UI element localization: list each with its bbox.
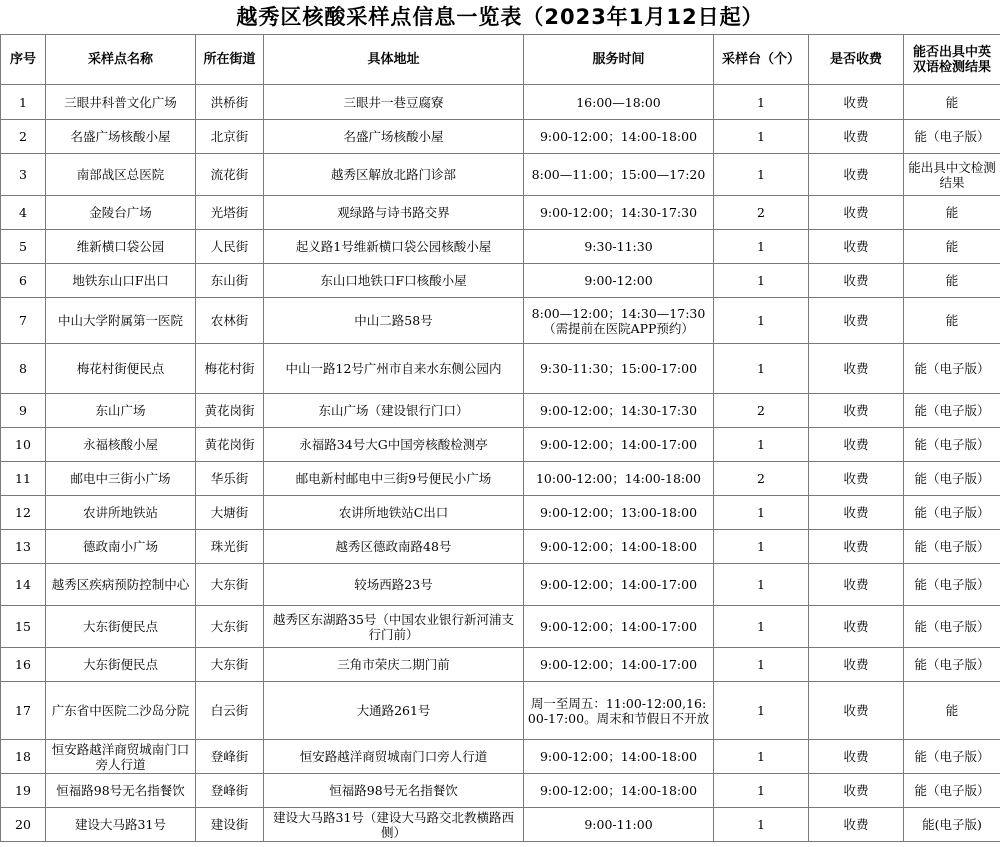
row-number: 6 bbox=[1, 264, 46, 298]
service-hours: 9:00-12:00；14:00-17:00 bbox=[524, 606, 714, 648]
bilingual-result: 能（电子版） bbox=[904, 774, 1000, 808]
service-hours: 9:00-12:00；14:00-17:00 bbox=[524, 564, 714, 606]
row-number: 17 bbox=[1, 682, 46, 740]
site-name: 东山广场 bbox=[46, 394, 196, 428]
station-count: 1 bbox=[714, 606, 809, 648]
station-count: 1 bbox=[714, 154, 809, 196]
bilingual-result: 能（电子版） bbox=[904, 344, 1000, 394]
bilingual-result: 能（电子版） bbox=[904, 648, 1000, 682]
table-row bbox=[1, 298, 1000, 344]
site-address: 恒安路越洋商贸城南门口旁人行道 bbox=[264, 740, 524, 774]
site-address: 越秀区德政南路48号 bbox=[264, 530, 524, 564]
table-header-row bbox=[1, 35, 1000, 85]
station-count: 1 bbox=[714, 740, 809, 774]
site-address: 名盛广场核酸小屋 bbox=[264, 120, 524, 154]
bilingual-result: 能出具中文检测结果 bbox=[904, 154, 1000, 196]
service-hours: 9:00-12:00；14:00-18:00 bbox=[524, 120, 714, 154]
street-name: 黄花岗街 bbox=[196, 428, 264, 462]
bilingual-result: 能 bbox=[904, 682, 1000, 740]
service-hours: 8:00—11:00；15:00—17:20 bbox=[524, 154, 714, 196]
table-row bbox=[1, 564, 1000, 606]
table-body bbox=[1, 85, 1000, 842]
header-stations: 采样台（个） bbox=[714, 35, 809, 85]
header-name: 采样点名称 bbox=[46, 35, 196, 85]
table-row bbox=[1, 230, 1000, 264]
bilingual-result: 能（电子版） bbox=[904, 462, 1000, 496]
row-number: 14 bbox=[1, 564, 46, 606]
street-name: 黄花岗街 bbox=[196, 394, 264, 428]
header-address: 具体地址 bbox=[264, 35, 524, 85]
site-name: 越秀区疾病预防控制中心 bbox=[46, 564, 196, 606]
service-hours: 9:00-12:00；14:00-18:00 bbox=[524, 530, 714, 564]
fee-status: 收费 bbox=[809, 682, 904, 740]
station-count: 1 bbox=[714, 496, 809, 530]
row-number: 18 bbox=[1, 740, 46, 774]
site-name: 德政南小广场 bbox=[46, 530, 196, 564]
service-hours: 10:00-12:00；14:00-18:00 bbox=[524, 462, 714, 496]
fee-status: 收费 bbox=[809, 774, 904, 808]
street-name: 流花街 bbox=[196, 154, 264, 196]
site-name: 维新横口袋公园 bbox=[46, 230, 196, 264]
street-name: 白云街 bbox=[196, 682, 264, 740]
table-row bbox=[1, 394, 1000, 428]
bilingual-result: 能（电子版） bbox=[904, 564, 1000, 606]
station-count: 1 bbox=[714, 530, 809, 564]
station-count: 2 bbox=[714, 394, 809, 428]
bilingual-result: 能（电子版） bbox=[904, 496, 1000, 530]
street-name: 光塔街 bbox=[196, 196, 264, 230]
table-row bbox=[1, 344, 1000, 394]
site-name: 农讲所地铁站 bbox=[46, 496, 196, 530]
station-count: 1 bbox=[714, 298, 809, 344]
table-row bbox=[1, 774, 1000, 808]
service-hours: 9:00-12:00；14:00-17:00 bbox=[524, 428, 714, 462]
header-street: 所在街道 bbox=[196, 35, 264, 85]
street-name: 梅花村街 bbox=[196, 344, 264, 394]
row-number: 16 bbox=[1, 648, 46, 682]
row-number: 11 bbox=[1, 462, 46, 496]
service-hours: 周一至周五：11:00-12:00,16:00-17:00。周末和节假日不开放 bbox=[524, 682, 714, 740]
site-address: 永福路34号大G中国旁核酸检测亭 bbox=[264, 428, 524, 462]
street-name: 大东街 bbox=[196, 564, 264, 606]
row-number: 5 bbox=[1, 230, 46, 264]
service-hours: 9:00-12:00；14:00-18:00 bbox=[524, 774, 714, 808]
site-address: 较场西路23号 bbox=[264, 564, 524, 606]
header-no: 序号 bbox=[1, 35, 46, 85]
table-row bbox=[1, 606, 1000, 648]
service-hours: 9:00-12:00；14:00-17:00 bbox=[524, 648, 714, 682]
table-row bbox=[1, 648, 1000, 682]
bilingual-result: 能 bbox=[904, 230, 1000, 264]
table-row bbox=[1, 530, 1000, 564]
row-number: 2 bbox=[1, 120, 46, 154]
site-address: 建设大马路31号（建设大马路交北教横路西侧） bbox=[264, 808, 524, 842]
station-count: 1 bbox=[714, 344, 809, 394]
row-number: 9 bbox=[1, 394, 46, 428]
site-name: 大东街便民点 bbox=[46, 606, 196, 648]
street-name: 人民街 bbox=[196, 230, 264, 264]
table-row bbox=[1, 740, 1000, 774]
service-hours: 9:00-12:00；13:00-18:00 bbox=[524, 496, 714, 530]
bilingual-result: 能(电子版) bbox=[904, 808, 1000, 842]
fee-status: 收费 bbox=[809, 428, 904, 462]
service-hours: 9:00-12:00；14:30-17:30 bbox=[524, 394, 714, 428]
site-name: 金陵台广场 bbox=[46, 196, 196, 230]
station-count: 1 bbox=[714, 120, 809, 154]
street-name: 大塘街 bbox=[196, 496, 264, 530]
service-hours: 16:00—18:00 bbox=[524, 85, 714, 120]
station-count: 1 bbox=[714, 648, 809, 682]
site-address: 观绿路与诗书路交界 bbox=[264, 196, 524, 230]
bilingual-result: 能（电子版） bbox=[904, 394, 1000, 428]
street-name: 珠光街 bbox=[196, 530, 264, 564]
bilingual-result: 能（电子版） bbox=[904, 120, 1000, 154]
service-hours: 9:30-11:30 bbox=[524, 230, 714, 264]
table-row bbox=[1, 85, 1000, 120]
site-name: 中山大学附属第一医院 bbox=[46, 298, 196, 344]
street-name: 大东街 bbox=[196, 648, 264, 682]
table-row bbox=[1, 808, 1000, 842]
fee-status: 收费 bbox=[809, 740, 904, 774]
fee-status: 收费 bbox=[809, 496, 904, 530]
row-number: 13 bbox=[1, 530, 46, 564]
site-name: 三眼井科普文化广场 bbox=[46, 85, 196, 120]
street-name: 华乐街 bbox=[196, 462, 264, 496]
fee-status: 收费 bbox=[809, 298, 904, 344]
row-number: 12 bbox=[1, 496, 46, 530]
bilingual-result: 能（电子版） bbox=[904, 606, 1000, 648]
row-number: 3 bbox=[1, 154, 46, 196]
station-count: 1 bbox=[714, 85, 809, 120]
station-count: 1 bbox=[714, 428, 809, 462]
bilingual-result: 能 bbox=[904, 298, 1000, 344]
site-address: 三眼井一巷豆腐寮 bbox=[264, 85, 524, 120]
street-name: 东山街 bbox=[196, 264, 264, 298]
table-row bbox=[1, 120, 1000, 154]
site-address: 起义路1号维新横口袋公园核酸小屋 bbox=[264, 230, 524, 264]
row-number: 19 bbox=[1, 774, 46, 808]
sampling-sites-table bbox=[0, 34, 1000, 842]
row-number: 15 bbox=[1, 606, 46, 648]
table-row bbox=[1, 462, 1000, 496]
street-name: 建设街 bbox=[196, 808, 264, 842]
header-fee: 是否收费 bbox=[809, 35, 904, 85]
site-address: 三角市荣庆二期门前 bbox=[264, 648, 524, 682]
fee-status: 收费 bbox=[809, 606, 904, 648]
fee-status: 收费 bbox=[809, 394, 904, 428]
station-count: 2 bbox=[714, 462, 809, 496]
bilingual-result: 能 bbox=[904, 85, 1000, 120]
street-name: 农林街 bbox=[196, 298, 264, 344]
table-row bbox=[1, 496, 1000, 530]
station-count: 1 bbox=[714, 682, 809, 740]
bilingual-result: 能 bbox=[904, 196, 1000, 230]
row-number: 1 bbox=[1, 85, 46, 120]
service-hours: 9:00-12:00 bbox=[524, 264, 714, 298]
site-address: 邮电新村邮电中三街9号便民小广场 bbox=[264, 462, 524, 496]
site-address: 东山广场（建设银行门口） bbox=[264, 394, 524, 428]
row-number: 10 bbox=[1, 428, 46, 462]
fee-status: 收费 bbox=[809, 808, 904, 842]
station-count: 1 bbox=[714, 564, 809, 606]
fee-status: 收费 bbox=[809, 154, 904, 196]
header-hours: 服务时间 bbox=[524, 35, 714, 85]
street-name: 洪桥街 bbox=[196, 85, 264, 120]
table-row bbox=[1, 196, 1000, 230]
site-name: 恒福路98号无名指餐饮 bbox=[46, 774, 196, 808]
site-name: 南部战区总医院 bbox=[46, 154, 196, 196]
site-name: 建设大马路31号 bbox=[46, 808, 196, 842]
station-count: 1 bbox=[714, 808, 809, 842]
site-name: 邮电中三街小广场 bbox=[46, 462, 196, 496]
fee-status: 收费 bbox=[809, 120, 904, 154]
bilingual-result: 能（电子版） bbox=[904, 740, 1000, 774]
service-hours: 9:00-12:00；14:30-17:30 bbox=[524, 196, 714, 230]
site-name: 大东街便民点 bbox=[46, 648, 196, 682]
fee-status: 收费 bbox=[809, 264, 904, 298]
station-count: 2 bbox=[714, 196, 809, 230]
table-row bbox=[1, 682, 1000, 740]
street-name: 登峰街 bbox=[196, 774, 264, 808]
bilingual-result: 能 bbox=[904, 264, 1000, 298]
fee-status: 收费 bbox=[809, 648, 904, 682]
service-hours: 9:30-11:30；15:00-17:00 bbox=[524, 344, 714, 394]
fee-status: 收费 bbox=[809, 564, 904, 606]
site-address: 中山一路12号广州市自来水东侧公园内 bbox=[264, 344, 524, 394]
site-address: 中山二路58号 bbox=[264, 298, 524, 344]
row-number: 20 bbox=[1, 808, 46, 842]
site-name: 名盛广场核酸小屋 bbox=[46, 120, 196, 154]
page-title: 越秀区核酸采样点信息一览表（2023年1月12日起） bbox=[236, 5, 764, 29]
site-name: 恒安路越洋商贸城南门口旁人行道 bbox=[46, 740, 196, 774]
row-number: 4 bbox=[1, 196, 46, 230]
site-address: 恒福路98号无名指餐饮 bbox=[264, 774, 524, 808]
service-hours: 9:00-12:00；14:00-18:00 bbox=[524, 740, 714, 774]
station-count: 1 bbox=[714, 774, 809, 808]
site-name: 广东省中医院二沙岛分院 bbox=[46, 682, 196, 740]
station-count: 1 bbox=[714, 264, 809, 298]
table-row bbox=[1, 428, 1000, 462]
site-address: 东山口地铁口F口核酸小屋 bbox=[264, 264, 524, 298]
table-row bbox=[1, 264, 1000, 298]
site-name: 梅花村街便民点 bbox=[46, 344, 196, 394]
fee-status: 收费 bbox=[809, 230, 904, 264]
bilingual-result: 能（电子版） bbox=[904, 428, 1000, 462]
bilingual-result: 能（电子版） bbox=[904, 530, 1000, 564]
header-bilingual: 能否出具中英双语检测结果 bbox=[904, 35, 1000, 85]
street-name: 大东街 bbox=[196, 606, 264, 648]
site-address: 大通路261号 bbox=[264, 682, 524, 740]
site-name: 永福核酸小屋 bbox=[46, 428, 196, 462]
row-number: 8 bbox=[1, 344, 46, 394]
station-count: 1 bbox=[714, 230, 809, 264]
site-address: 农讲所地铁站C出口 bbox=[264, 496, 524, 530]
service-hours: 8:00—12:00；14:30—17:30（需提前在医院APP预约） bbox=[524, 298, 714, 344]
fee-status: 收费 bbox=[809, 530, 904, 564]
street-name: 北京街 bbox=[196, 120, 264, 154]
street-name: 登峰街 bbox=[196, 740, 264, 774]
site-address: 越秀区东湖路35号（中国农业银行新河浦支行门前） bbox=[264, 606, 524, 648]
table-row bbox=[1, 154, 1000, 196]
service-hours: 9:00-11:00 bbox=[524, 808, 714, 842]
fee-status: 收费 bbox=[809, 462, 904, 496]
fee-status: 收费 bbox=[809, 85, 904, 120]
fee-status: 收费 bbox=[809, 344, 904, 394]
site-address: 越秀区解放北路门诊部 bbox=[264, 154, 524, 196]
fee-status: 收费 bbox=[809, 196, 904, 230]
row-number: 7 bbox=[1, 298, 46, 344]
site-name: 地铁东山口F出口 bbox=[46, 264, 196, 298]
